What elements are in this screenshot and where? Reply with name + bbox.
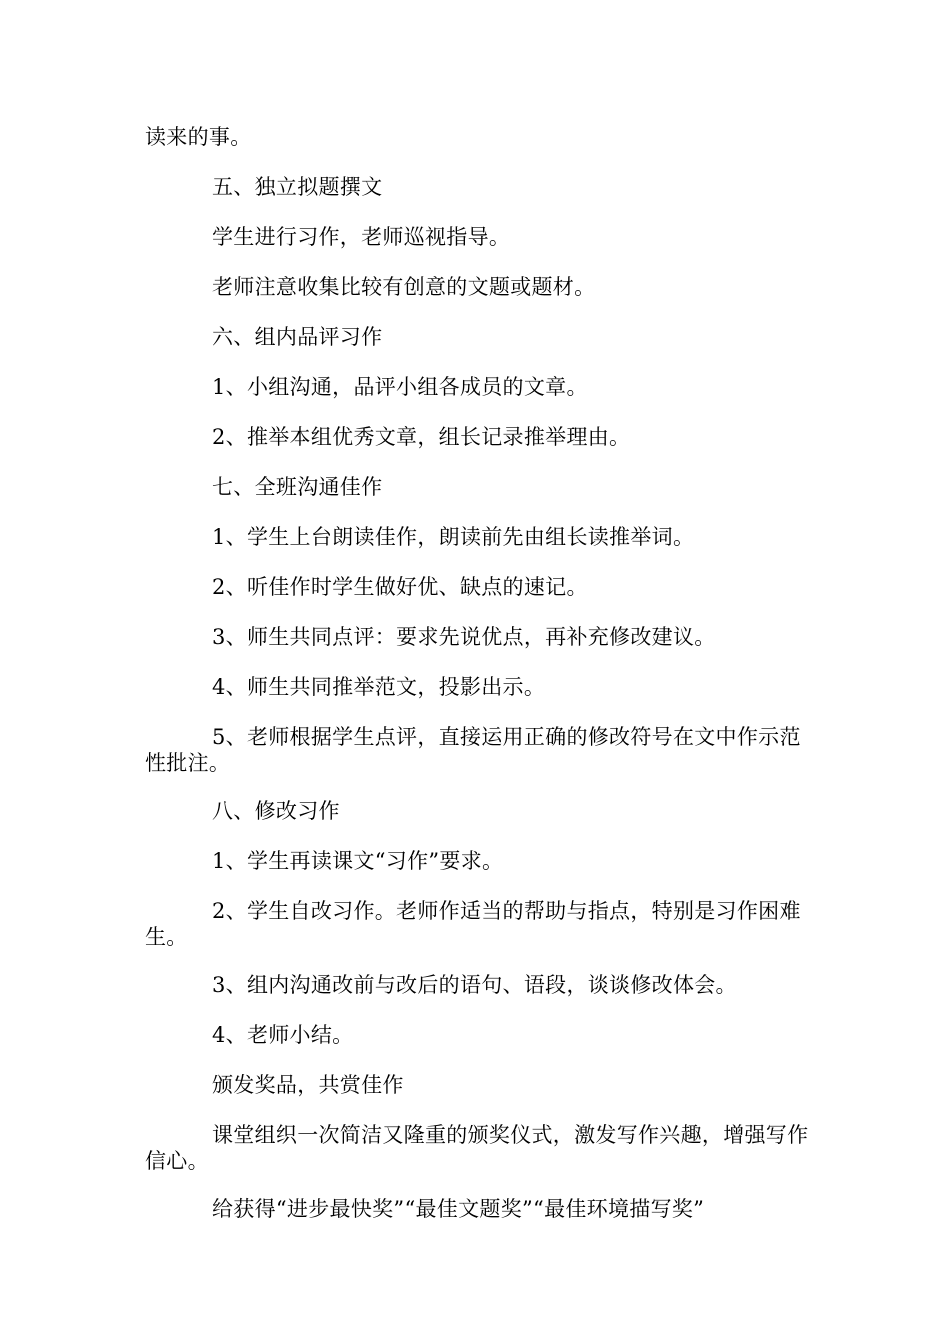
list-item: 3、师生共同点评：要求先说优点，再补充修改建议。 bbox=[212, 625, 716, 649]
paragraph-continuation: 读来的事。 bbox=[145, 125, 252, 149]
section-heading-awards: 颁发奖品，共赏佳作 bbox=[212, 1073, 404, 1097]
list-item: 4、老师小结。 bbox=[212, 1023, 354, 1047]
list-item: 2、学生自改习作。老师作适当的帮助与指点，特别是习作困难生。 bbox=[145, 899, 801, 949]
paragraph: 课堂组织一次简洁又隆重的颁奖仪式，激发写作兴趣，增强写作信心。 bbox=[145, 1123, 809, 1173]
list-item: 1、学生再读课文“习作”要求。 bbox=[212, 849, 504, 873]
section-heading-8: 八、修改习作 bbox=[212, 799, 340, 823]
list-item: 3、组内沟通改前与改后的语句、语段，谈谈修改体会。 bbox=[212, 973, 737, 997]
list-item: 2、推举本组优秀文章，组长记录推举理由。 bbox=[212, 425, 631, 449]
section-heading-6: 六、组内品评习作 bbox=[212, 325, 383, 349]
list-item: 1、学生上台朗读佳作，朗读前先由组长读推举词。 bbox=[212, 525, 695, 549]
section-heading-7: 七、全班沟通佳作 bbox=[212, 475, 383, 499]
paragraph: 学生进行习作，老师巡视指导。 bbox=[212, 225, 511, 249]
paragraph: 给获得“进步最快奖”“最佳文题奖”“最佳环境描写奖” bbox=[212, 1197, 705, 1221]
list-item: 2、听佳作时学生做好优、缺点的速记。 bbox=[212, 575, 588, 599]
section-heading-5: 五、独立拟题撰文 bbox=[212, 175, 383, 199]
list-item: 4、师生共同推举范文，投影出示。 bbox=[212, 675, 546, 699]
list-item: 1、小组沟通，品评小组各成员的文章。 bbox=[212, 375, 588, 399]
list-item: 5、老师根据学生点评，直接运用正确的修改符号在文中作示范性批注。 bbox=[145, 725, 801, 775]
paragraph: 老师注意收集比较有创意的文题或题材。 bbox=[212, 275, 596, 299]
